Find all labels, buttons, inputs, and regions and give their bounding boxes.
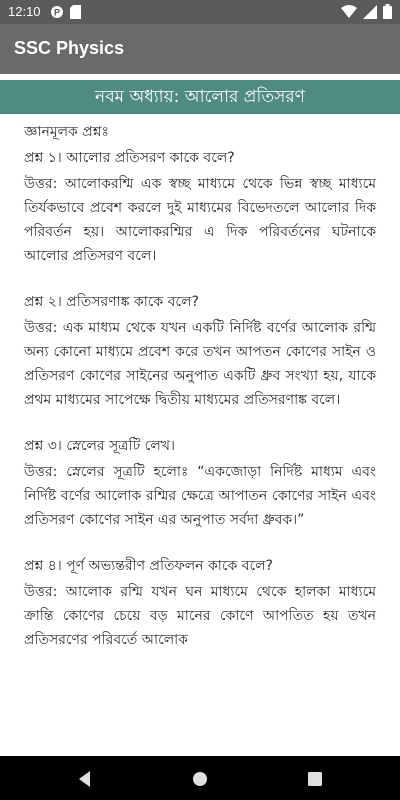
- qa-item: [24, 434, 376, 532]
- qa-item: [24, 290, 376, 412]
- answer-text: উত্তর: আলোক রশ্মি যখন ঘন মাধ্যমে থেকে হালকা মাধ্যমে ক্রান্তি কোণের চেয়ে বড় মানের কোণে আপতিত হয় তখন প্রতিসরণের পরিবর্তে আলোক: [24, 584, 376, 648]
- back-icon[interactable]: [74, 768, 96, 790]
- question-text: প্রশ্ন ৪। পূর্ণ অভ্যন্তরীণ প্রতিফলন কাকে বলে?: [24, 558, 273, 574]
- recents-icon[interactable]: [304, 768, 326, 790]
- answer-text: উত্তর: স্নেলের সূত্রটি হলোঃ “একজোড়া নির্দিষ্ট মাধ্যম এবং নির্দিষ্ট বর্ণের আলোক রশ্মির ক্ষেত্রে আপাতন কোণের সাইন এবং প্রতিসরণ কোণের সাইন এর অনুপাত সর্বদা ধ্রুবক।”: [24, 464, 376, 528]
- battery-icon: [383, 4, 392, 19]
- svg-text:P: P: [53, 7, 61, 18]
- status-time: 12:10: [8, 4, 41, 19]
- qa-item: [24, 146, 376, 268]
- answer-text: উত্তর: এক মাধ্যম থেকে যখন একটি নির্দিষ্ট বর্ণের আলোক রশ্মি অন্য কোনো মাধ্যমে প্রবেশ করে তখন আপতন কোণের সাইন ও প্রতিসরণ কোণের সাইনের অনুপাত একটি ধ্রুব সংখ্যা হয়, যাকে প্রথম মাধ্যমের সাপেক্ষে দ্বিতীয় মাধ্যমের প্রতিসরণাঙ্ক বলে।: [24, 320, 376, 408]
- chapter-header: নবম অধ্যায়: আলোর প্রতিসরণ: [0, 80, 400, 114]
- section-label: জ্ঞানমূলক প্রশ্নঃ: [24, 124, 109, 140]
- app-notification-icon: [50, 5, 64, 19]
- content-scroll-area[interactable]: [0, 114, 400, 756]
- wifi-icon: [341, 5, 357, 19]
- signal-icon: [363, 5, 377, 19]
- status-bar: [0, 0, 400, 24]
- question-text: প্রশ্ন ১। আলোর প্রতিসরণ কাকে বলে?: [24, 150, 235, 166]
- question-text: প্রশ্ন ২। প্রতিসরণাঙ্ক কাকে বলে?: [24, 294, 199, 310]
- app-title: SSC Physics: [14, 38, 125, 58]
- app-bar: [0, 24, 400, 74]
- qa-item: [24, 554, 376, 652]
- sd-card-icon: [70, 5, 81, 19]
- home-icon[interactable]: [189, 768, 211, 790]
- answer-text: উত্তর: আলোকরশ্মি এক স্বচ্ছ মাধ্যমে থেকে ভিন্ন স্বচ্ছ মাধ্যমে তির্যকভাবে প্রবেশ করলে দুই মাধ্যমের বিভেদতলে আলোর দিক পরিবর্তন হয়। আলোকরশ্মির এ দিক পরিবর্তনের ঘটনাকে আলোর প্রতিসরণ বলে।: [24, 176, 376, 264]
- question-text: প্রশ্ন ৩। স্নেলের সূত্রটি লেখ।: [24, 438, 175, 454]
- system-nav-bar: [0, 756, 400, 800]
